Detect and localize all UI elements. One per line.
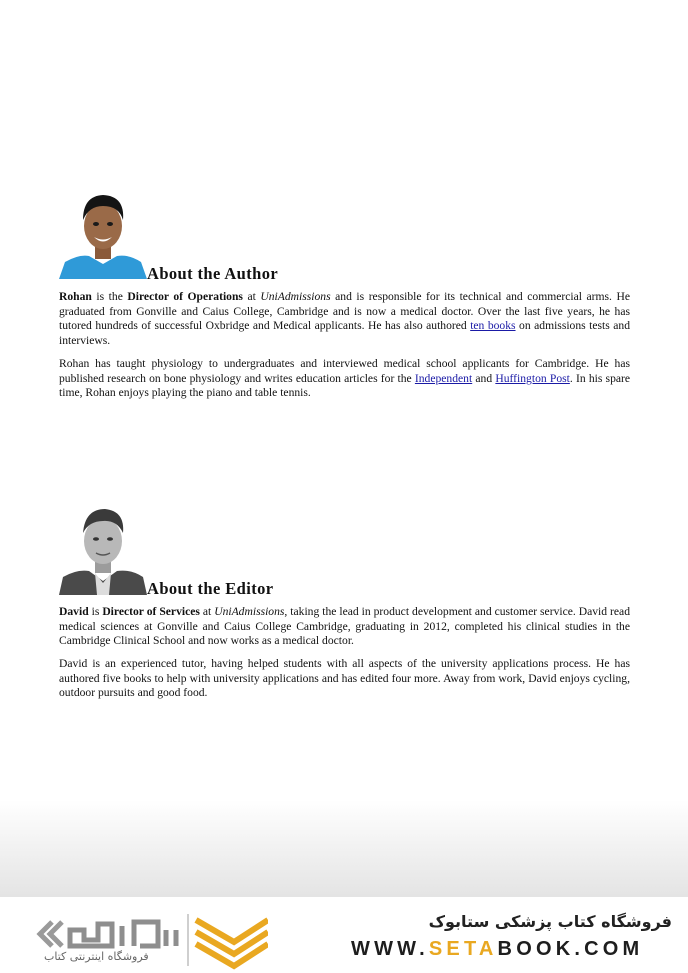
store-url[interactable]: WWW.SETABOOK.COM — [351, 938, 644, 960]
ten-books-link[interactable]: ten books — [470, 319, 516, 333]
independent-link[interactable]: Independent — [414, 371, 473, 385]
author-role: Director of Operations — [127, 290, 243, 303]
editor-heading: About the Editor — [147, 579, 274, 598]
editor-photo — [59, 503, 147, 595]
store-name: فروشگاه کتاب پزشکی ستابوک — [428, 912, 672, 931]
editor-role: Director of Services — [102, 605, 200, 618]
author-name: Rohan — [59, 290, 92, 303]
company-name: UniAdmissions — [214, 605, 285, 618]
editor-name: David — [59, 605, 89, 618]
author-heading: About the Author — [147, 264, 279, 283]
editor-paragraph-1: David is Director of Services at UniAdmissions, taking the lead in product development and customer service. David read medical sciences at Gonville and Caius College Cambridge, graduating in 2012, completed his clinical studies in the Cambridge Clinical School and now works as a medical doctor. — [59, 605, 630, 648]
editor-paragraph-2: David is an experienced tutor, having helped students with all aspects of the university applications process. He has authored five books to help with university applications and has edited four more. Away from work, David enjoys cycling, outdoor pursuits and good food. — [59, 657, 630, 700]
footer-fade — [0, 800, 688, 900]
author-photo — [59, 190, 147, 279]
company-name: UniAdmissions — [260, 290, 331, 303]
author-paragraph-2: Rohan has taught physiology to undergraduates and interviewed medical school applicants for Cambridge. He has published research on bone physiology and writes education articles for the Independent and Huffington Post. In his spare time, Rohan enjoys playing the piano and table tennis. — [59, 357, 631, 400]
logo-tagline: فروشگاه اینترنتی کتاب — [44, 950, 149, 963]
huffington-post-link[interactable]: Huffington Post — [495, 371, 570, 385]
author-paragraph-1: Rohan is the Director of Operations at UniAdmissions and is responsible for its technical and commercial arms. He graduated from Gonville and Caius College, Cambridge and is now a medical doctor. Over the last five years, he has tutored hundreds of successful Oxbridge and Medical applicants. He has also authored ten books on admissions tests and interviews. — [59, 290, 630, 348]
